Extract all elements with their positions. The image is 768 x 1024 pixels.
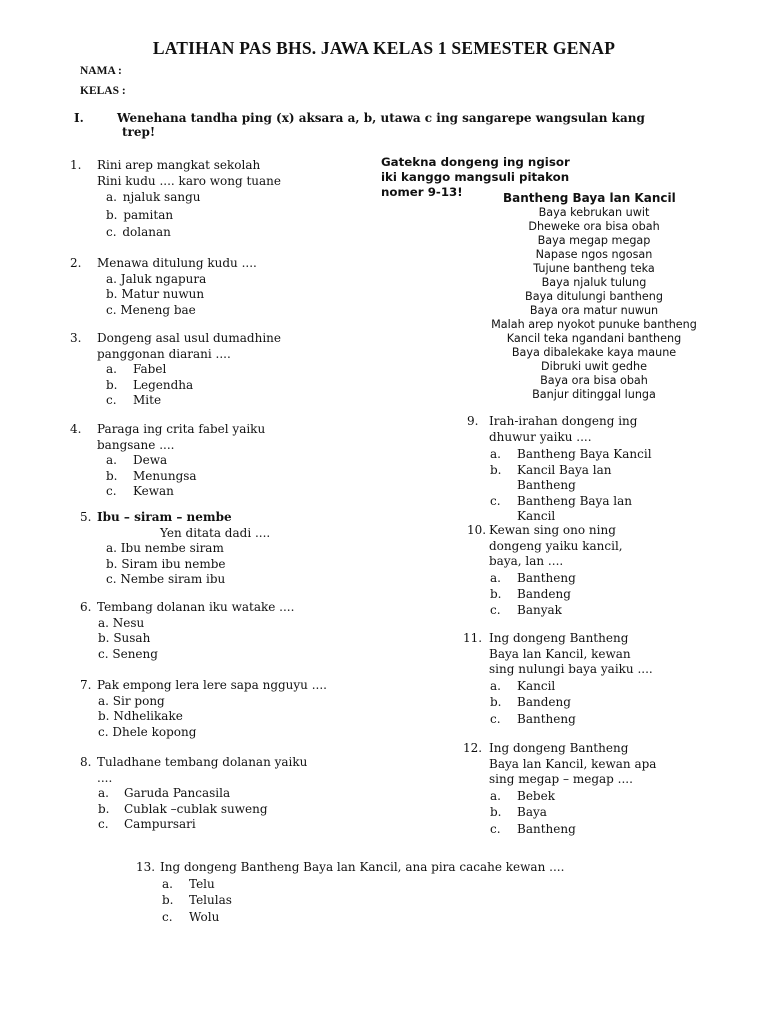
option-c[interactable]: c. Bantheng xyxy=(490,821,576,836)
option-a[interactable]: a. Nesu xyxy=(98,615,145,630)
option-a[interactable]: a. Bantheng Baya Kancil xyxy=(490,447,652,461)
question-number: 6. xyxy=(80,600,92,614)
option-a[interactable]: a. Fabel xyxy=(106,362,167,376)
option-b[interactable]: b. Siram ibu nembe xyxy=(106,556,226,571)
story-line: Napase ngos ngosan xyxy=(535,248,653,261)
option-a[interactable]: a. Telu xyxy=(162,876,215,891)
question-text: Kewan sing ono ning xyxy=(489,523,616,537)
question-number: 2. xyxy=(70,256,82,270)
story-line: Baya megap megap xyxy=(537,234,651,247)
question-text: Irah-irahan dongeng ing xyxy=(489,414,638,428)
question-text: Menawa ditulung kudu .... xyxy=(97,256,257,270)
question-1 xyxy=(70,158,370,242)
option-b[interactable]: b. Bandeng xyxy=(490,695,571,709)
story-line: Kancil teka ngandani bantheng xyxy=(506,332,682,345)
question-number: 11. xyxy=(463,631,483,645)
option-c[interactable]: c. Wolu xyxy=(162,909,220,924)
question-text: Yen ditata dadi .... xyxy=(160,525,271,540)
question-number: 1. xyxy=(70,158,82,172)
option-a[interactable]: a. Bebek xyxy=(490,788,555,803)
question-text: panggonan diarani .... xyxy=(97,346,231,361)
question-text: Ibu – siram – nembe xyxy=(97,510,232,524)
option-a[interactable]: a. Jaluk ngapura xyxy=(106,271,207,286)
question-7 xyxy=(80,678,380,740)
story-line: Baya ora bisa obah xyxy=(540,374,648,387)
section-number: I. xyxy=(74,111,84,125)
story-guide: Gatekna dongeng ing ngisor iki kanggo mangsuli pitakon nomer 9-13! xyxy=(381,155,570,199)
question-number: 8. xyxy=(80,755,92,769)
story-text xyxy=(470,206,718,402)
option-c[interactable]: c. Bantheng Baya lan Kancil xyxy=(490,494,633,523)
option-b[interactable]: b. Ndhelikake xyxy=(98,709,183,723)
option-c[interactable]: c. Campursari xyxy=(98,817,196,831)
question-5 xyxy=(80,510,380,588)
instruction-line-1: Wenehana tandha ping (x) aksara a, b, utawa c ing sangarepe wangsulan kang xyxy=(117,111,645,125)
option-c[interactable]: c. Banyak xyxy=(490,602,562,617)
option-a[interactable]: a. Ibu nembe siram xyxy=(106,541,224,555)
question-text: Baya lan Kancil, kewan apa xyxy=(489,756,657,771)
question-number: 7. xyxy=(80,678,92,692)
option-a[interactable]: a. njaluk sangu xyxy=(106,190,201,204)
option-b[interactable]: b. Cublak –cublak suweng xyxy=(98,801,268,816)
option-c[interactable]: c. Nembe siram ibu xyxy=(106,572,226,586)
story-line: Dibruki uwit gedhe xyxy=(540,360,647,373)
question-9 xyxy=(467,414,757,524)
option-a[interactable]: a. Dewa xyxy=(106,453,168,467)
question-text: Pak empong lera lere sapa ngguyu .... xyxy=(97,678,327,692)
story-line: Malah arep nyokot punuke bantheng xyxy=(491,318,697,331)
name-field-label: NAMA : xyxy=(80,65,122,77)
question-text: sing megap – megap .... xyxy=(489,772,633,786)
question-text: Tuladhane tembang dolanan yaiku xyxy=(97,755,308,769)
option-b[interactable]: b. Baya xyxy=(490,805,547,819)
question-6 xyxy=(80,600,380,662)
option-b[interactable]: b. Kancil Baya lan Bantheng xyxy=(490,463,612,492)
question-text: Ing dongeng Bantheng Baya lan Kancil, ana pira cacahe kewan .... xyxy=(160,860,565,874)
option-c[interactable]: c. Seneng xyxy=(98,646,158,661)
question-number: 10. xyxy=(467,523,487,537)
option-a[interactable]: a. Sir pong xyxy=(98,693,165,708)
question-text: Baya lan Kancil, kewan xyxy=(489,646,631,661)
page-title: LATIHAN PAS BHS. JAWA KELAS 1 SEMESTER GENAP xyxy=(152,38,616,58)
option-a[interactable]: a. Kancil xyxy=(490,678,556,693)
story-line: Baya ora matur nuwun xyxy=(529,304,659,317)
question-text: sing nulungi baya yaiku .... xyxy=(489,662,653,676)
story-line: Baya njaluk tulung xyxy=(541,276,647,289)
question-number: 13. xyxy=(136,860,156,874)
question-text: baya, lan .... xyxy=(489,554,564,568)
question-text: Tembang dolanan iku watake .... xyxy=(97,600,295,614)
question-text: Paraga ing crita fabel yaiku xyxy=(97,422,266,436)
question-8 xyxy=(80,755,380,833)
story-line: Banjur ditinggal lunga xyxy=(532,388,656,401)
option-b[interactable]: b. Menungsa xyxy=(106,468,197,483)
option-c[interactable]: c. dolanan xyxy=(106,225,171,239)
option-b[interactable]: b. Susah xyxy=(98,631,151,645)
option-b[interactable]: b. pamitan xyxy=(106,207,174,222)
question-4 xyxy=(70,422,370,500)
instruction-line-2: trep! xyxy=(122,125,156,139)
question-number: 9. xyxy=(467,414,479,428)
option-a[interactable]: a. Bantheng xyxy=(490,570,576,585)
option-b[interactable]: b. Telulas xyxy=(162,893,232,907)
option-c[interactable]: c. Dhele kopong xyxy=(98,724,197,739)
option-c[interactable]: c. Meneng bae xyxy=(106,302,196,317)
question-11 xyxy=(463,631,758,727)
option-b[interactable]: b. Matur nuwun xyxy=(106,287,205,301)
question-12 xyxy=(463,741,758,837)
option-b[interactable]: b. Bandeng xyxy=(490,586,571,601)
option-c[interactable]: c. Kewan xyxy=(106,484,174,498)
option-c[interactable]: c. Bantheng xyxy=(490,711,576,726)
question-text: dongeng yaiku kancil, xyxy=(489,538,623,553)
question-number: 4. xyxy=(70,422,82,436)
class-field-label: KELAS : xyxy=(80,85,126,97)
story-line: Tujune bantheng teka xyxy=(533,262,655,275)
question-2 xyxy=(70,256,370,318)
story-line: Dheweke ora bisa obah xyxy=(528,220,660,233)
question-10 xyxy=(467,523,757,618)
question-text: .... xyxy=(97,770,113,785)
story-title: Bantheng Baya lan Kancil xyxy=(503,191,676,205)
question-number: 3. xyxy=(70,331,82,345)
question-text: Ing dongeng Bantheng xyxy=(489,631,629,645)
story-line: Baya kebrukan uwit xyxy=(538,206,650,219)
story-line: Baya dibalekake kaya maune xyxy=(511,346,677,359)
question-text: Ing dongeng Bantheng xyxy=(489,741,629,755)
question-text: bangsane .... xyxy=(97,437,175,452)
option-c[interactable]: c. Mite xyxy=(106,393,162,407)
question-number: 5. xyxy=(80,510,92,524)
story-line: Baya ditulungi bantheng xyxy=(525,290,663,303)
question-13 xyxy=(136,860,736,925)
option-b[interactable]: b. Legendha xyxy=(106,377,194,392)
option-a[interactable]: a. Garuda Pancasila xyxy=(98,786,231,800)
question-text: Rini arep mangkat sekolah xyxy=(97,158,261,172)
question-number: 12. xyxy=(463,741,483,755)
question-text: dhuwur yaiku .... xyxy=(489,429,592,444)
question-text: Rini kudu .... karo wong tuane xyxy=(97,173,282,188)
question-text: Dongeng asal usul dumadhine xyxy=(97,331,281,345)
question-3 xyxy=(70,331,370,409)
